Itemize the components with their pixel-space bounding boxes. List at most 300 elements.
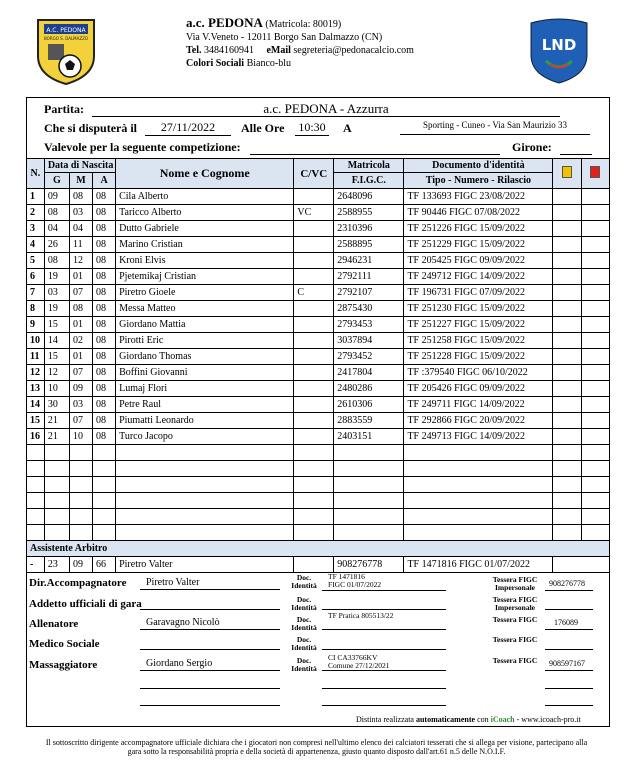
dir-doc1: TF 1471816 [328, 572, 365, 581]
massaggiatore-doc-label: Doc. Identità [291, 656, 317, 673]
player-number: 8 [27, 301, 45, 317]
empty-cell [404, 525, 553, 541]
birth-year: 08 [93, 237, 116, 253]
yellow-card-cell [553, 269, 581, 285]
player-number: 10 [27, 333, 45, 349]
yellow-card-cell [553, 317, 581, 333]
player-document: TF 251227 FIGC 15/09/2022 [404, 317, 553, 333]
empty-cell [44, 525, 69, 541]
footer-declaration: Il sottoscritto dirigente accompagnatore ufficiale dichiara che i giocatori non compresi nell'ultimo elenco dei calciatori tesserati che si allega per visione, partecipano alla gara sotto la responsabilità propria e della società di appartenenza, giusto quanto disposto dall'art.61 n.5 delle N.O.I.F. [45, 738, 588, 756]
birth-month: 07 [69, 365, 92, 381]
empty-cell [116, 493, 294, 509]
col-doc: Documento d'identità [404, 159, 553, 173]
player-name: Piretro Gioele [116, 285, 294, 301]
yellow-card-cell [553, 221, 581, 237]
place-value: Sporting - Cuneo - Via San Maurizio 33 [422, 120, 568, 130]
empty-cell [44, 461, 69, 477]
birth-day: 21 [44, 429, 69, 445]
birth-day: 12 [44, 365, 69, 381]
massaggiatore-name: Giordano Sergio [146, 658, 213, 669]
club-header [186, 16, 414, 70]
club-email: segreteria@pedonacalcio.com [293, 45, 414, 56]
birth-month: 10 [69, 429, 92, 445]
birth-month: 09 [69, 381, 92, 397]
competition-line [250, 141, 500, 155]
player-document: TF 249713 FIGC 14/09/2022 [404, 429, 553, 445]
addetto-label: Addetto ufficiali di gara [29, 598, 142, 610]
player-number: 6 [27, 269, 45, 285]
player-cvc [294, 413, 334, 429]
birth-year: 08 [93, 413, 116, 429]
birth-year: 08 [93, 381, 116, 397]
table-row [27, 317, 610, 333]
player-cvc [294, 189, 334, 205]
player-matricola: 2883559 [334, 413, 404, 429]
dir-tess-label: Tessera FIGC Impersonale [492, 575, 538, 592]
empty-cell [27, 525, 45, 541]
empty-cell [334, 493, 404, 509]
empty-cell [93, 493, 116, 509]
player-cvc [294, 429, 334, 445]
birth-day: 14 [44, 333, 69, 349]
generated-note [356, 715, 581, 724]
date-label: Che si disputerà il [44, 121, 138, 135]
medico-line [140, 637, 280, 650]
empty-row [27, 509, 610, 525]
birth-month: 11 [69, 237, 92, 253]
empty-cell [116, 525, 294, 541]
birth-day: 10 [44, 381, 69, 397]
yellow-card-cell [553, 285, 581, 301]
table-row [27, 429, 610, 445]
empty-row [27, 493, 610, 509]
assistant-header-row [27, 541, 610, 557]
empty-cell [334, 477, 404, 493]
player-document: TF 249711 FIGC 14/09/2022 [404, 397, 553, 413]
empty-cell [27, 493, 45, 509]
player-matricola: 2793453 [334, 317, 404, 333]
birth-day: 15 [44, 317, 69, 333]
empty-cell [334, 525, 404, 541]
lnd-logo [528, 17, 590, 85]
allenatore-doc1: TF Pratica 805513/22 [328, 611, 394, 620]
red-card-cell [581, 413, 609, 429]
player-name: Turco Jacopo [116, 429, 294, 445]
player-name: Boffini Giovanni [116, 365, 294, 381]
player-name: Cila Alberto [116, 189, 294, 205]
empty-cell [69, 493, 92, 509]
birth-month: 01 [69, 349, 92, 365]
player-number: 9 [27, 317, 45, 333]
player-number: 16 [27, 429, 45, 445]
player-matricola: 2793452 [334, 349, 404, 365]
birth-month: 12 [69, 253, 92, 269]
empty-cell [334, 461, 404, 477]
birth-year: 08 [93, 333, 116, 349]
medico-label: Medico Sociale [29, 638, 100, 650]
empty-cell [44, 445, 69, 461]
assistant-matricola: 908276778 [334, 557, 404, 573]
red-card-cell [581, 189, 609, 205]
assistant-number: - [27, 557, 45, 573]
birth-month: 01 [69, 317, 92, 333]
birth-day: 19 [44, 301, 69, 317]
extra-line-1c [545, 676, 593, 689]
birth-year: 08 [93, 349, 116, 365]
birth-year: 08 [93, 397, 116, 413]
table-row [27, 301, 610, 317]
red-card-cell [581, 221, 609, 237]
player-cvc [294, 397, 334, 413]
player-number: 5 [27, 253, 45, 269]
gen-prefix: Distinta realizzata [356, 715, 414, 724]
yellow-card-cell [553, 189, 581, 205]
col-birth: Data di Nascita [44, 159, 115, 173]
extra-line-2c [545, 693, 593, 706]
player-cvc [294, 349, 334, 365]
medico-tess-label: Tessera FIGC [492, 635, 538, 644]
player-number: 4 [27, 237, 45, 253]
empty-cell [44, 509, 69, 525]
red-card-cell [581, 285, 609, 301]
assistant-cvc [294, 557, 334, 573]
birth-year: 08 [93, 429, 116, 445]
birth-day: 30 [44, 397, 69, 413]
assistant-cards [553, 557, 610, 573]
player-name: Messa Matteo [116, 301, 294, 317]
empty-cell [294, 509, 334, 525]
col-g: G [44, 173, 69, 189]
assistant-birth-month: 09 [69, 557, 92, 573]
player-name: Piumatti Leonardo [116, 413, 294, 429]
addetto-line [140, 597, 280, 610]
player-cvc [294, 301, 334, 317]
club-colors: Bianco-blu [246, 58, 291, 69]
player-cvc [294, 269, 334, 285]
empty-cell [93, 509, 116, 525]
player-name: Kroni Elvis [116, 253, 294, 269]
col-figc: F.I.G.C. [334, 173, 404, 189]
empty-cell [116, 461, 294, 477]
player-matricola: 2310396 [334, 221, 404, 237]
player-document: TF 251228 FIGC 15/09/2022 [404, 349, 553, 365]
allenatore-name: Garavagno Nicolò [146, 617, 220, 628]
player-document: TF 249712 FIGC 14/09/2022 [404, 269, 553, 285]
empty-cell [553, 509, 581, 525]
table-row [27, 333, 610, 349]
empty-cell [27, 445, 45, 461]
player-matricola: 2792111 [334, 269, 404, 285]
colors-label: Colori Sociali [186, 58, 245, 69]
empty-cell [404, 509, 553, 525]
player-number: 13 [27, 381, 45, 397]
table-row [27, 237, 610, 253]
player-number: 12 [27, 365, 45, 381]
table-row [27, 189, 610, 205]
red-card-cell [581, 429, 609, 445]
empty-cell [581, 525, 609, 541]
empty-cell [404, 493, 553, 509]
empty-cell [69, 525, 92, 541]
extra-line-2b [322, 693, 446, 706]
empty-cell [581, 461, 609, 477]
empty-cell [44, 477, 69, 493]
table-row [27, 397, 610, 413]
date-value: 27/11/2022 [160, 120, 216, 134]
birth-year: 08 [93, 285, 116, 301]
player-name: Giordano Mattia [116, 317, 294, 333]
massaggiatore-tess-label: Tessera FIGC [492, 656, 538, 665]
empty-cell [334, 445, 404, 461]
empty-cell [294, 461, 334, 477]
dir-doc2: FIGC 01/07/2022 [328, 580, 382, 589]
col-red [581, 159, 609, 189]
empty-cell [116, 509, 294, 525]
empty-cell [553, 445, 581, 461]
player-matricola: 3037894 [334, 333, 404, 349]
club-tel: 3484160941 [203, 45, 254, 56]
player-document: TF 205425 FIGC 09/09/2022 [404, 253, 553, 269]
empty-cell [93, 461, 116, 477]
empty-cell [116, 477, 294, 493]
player-document: TF 251230 FIGC 15/09/2022 [404, 301, 553, 317]
gen-brand: iCoach [490, 715, 515, 724]
yellow-card-cell [553, 365, 581, 381]
girone-label: Girone: [512, 140, 552, 154]
empty-cell [69, 461, 92, 477]
red-card-cell [581, 365, 609, 381]
player-cvc [294, 221, 334, 237]
birth-year: 08 [93, 317, 116, 333]
yellow-card-cell [553, 253, 581, 269]
empty-cell [69, 477, 92, 493]
player-document: TF 251258 FIGC 15/09/2022 [404, 333, 553, 349]
player-number: 7 [27, 285, 45, 301]
player-number: 14 [27, 397, 45, 413]
player-matricola: 2610306 [334, 397, 404, 413]
col-yellow [553, 159, 581, 189]
red-card-cell [581, 205, 609, 221]
girone-line [560, 141, 592, 155]
empty-cell [44, 493, 69, 509]
massaggiatore-doc1: CI CA33766KV [328, 653, 378, 662]
yellow-card-cell [553, 429, 581, 445]
player-document: TF 205426 FIGC 09/09/2022 [404, 381, 553, 397]
player-name: Marino Cristian [116, 237, 294, 253]
empty-cell [294, 493, 334, 509]
table-header-row [27, 159, 610, 173]
club-matricola: (Matricola: 80019) [265, 19, 342, 30]
birth-month: 08 [69, 301, 92, 317]
table-row [27, 365, 610, 381]
medico-doc-line [322, 637, 446, 650]
empty-cell [553, 525, 581, 541]
birth-day: 19 [44, 269, 69, 285]
dir-name: Piretro Valter [146, 577, 200, 588]
club-name: a.c. PEDONA [186, 15, 263, 30]
empty-cell [404, 445, 553, 461]
table-row [27, 285, 610, 301]
player-name: Petre Raul [116, 397, 294, 413]
player-matricola: 2792107 [334, 285, 404, 301]
birth-day: 15 [44, 349, 69, 365]
yellow-card-icon [562, 166, 572, 178]
birth-month: 02 [69, 333, 92, 349]
club-logo [34, 16, 98, 86]
player-name: Pjetemikaj Cristian [116, 269, 294, 285]
birth-year: 08 [93, 269, 116, 285]
empty-cell [334, 509, 404, 525]
birth-month: 03 [69, 205, 92, 221]
player-document: TF 292866 FIGC 20/09/2022 [404, 413, 553, 429]
player-matricola: 2648096 [334, 189, 404, 205]
birth-month: 07 [69, 413, 92, 429]
empty-cell [69, 445, 92, 461]
player-name: Taricco Alberto [116, 205, 294, 221]
red-card-cell [581, 397, 609, 413]
birth-year: 08 [93, 365, 116, 381]
player-number: 3 [27, 221, 45, 237]
lnd-text: LND [541, 36, 577, 54]
empty-row [27, 461, 610, 477]
col-name: Nome e Cognome [116, 159, 294, 189]
empty-row [27, 525, 610, 541]
player-matricola: 2403151 [334, 429, 404, 445]
red-card-cell [581, 253, 609, 269]
red-card-cell [581, 381, 609, 397]
birth-month: 08 [69, 189, 92, 205]
table-row [27, 221, 610, 237]
birth-day: 26 [44, 237, 69, 253]
medico-doc-label: Doc. Identità [291, 635, 317, 652]
yellow-card-cell [553, 205, 581, 221]
club-address: Via V.Veneto - 12011 Borgo San Dalmazzo (CN) [186, 32, 383, 43]
assistant-name: Piretro Valter [116, 557, 294, 573]
player-document: TF 133693 FIGC 23/08/2022 [404, 189, 553, 205]
birth-month: 07 [69, 285, 92, 301]
col-a: A [93, 173, 116, 189]
table-row [27, 413, 610, 429]
birth-year: 08 [93, 221, 116, 237]
empty-cell [116, 445, 294, 461]
player-cvc [294, 365, 334, 381]
extra-line-2a [140, 693, 280, 706]
player-matricola: 2588895 [334, 237, 404, 253]
birth-day: 21 [44, 413, 69, 429]
place-label: A [343, 121, 352, 135]
extra-line-1b [322, 676, 446, 689]
player-cvc: VC [294, 205, 334, 221]
empty-cell [93, 477, 116, 493]
empty-cell [581, 477, 609, 493]
table-row [27, 253, 610, 269]
addetto-doc-line [322, 597, 446, 610]
massaggiatore-tess: 908597167 [549, 659, 585, 668]
table-row [27, 349, 610, 365]
table-row [27, 381, 610, 397]
dir-label: Dir.Accompagnatore [29, 577, 127, 589]
red-card-cell [581, 301, 609, 317]
yellow-card-cell [553, 333, 581, 349]
player-number: 2 [27, 205, 45, 221]
empty-cell [294, 525, 334, 541]
empty-cell [553, 477, 581, 493]
player-cvc [294, 381, 334, 397]
red-card-cell [581, 333, 609, 349]
assistant-label: Assistente Arbitro [27, 541, 610, 557]
table-row [27, 205, 610, 221]
logo-text: A.C. PEDONA [46, 27, 86, 34]
empty-cell [27, 509, 45, 525]
empty-cell [581, 493, 609, 509]
medico-tess-line [545, 637, 593, 650]
col-m: M [69, 173, 92, 189]
red-card-icon [590, 166, 600, 178]
partita-value: a.c. PEDONA - Azzurra [263, 101, 389, 116]
birth-year: 08 [93, 205, 116, 221]
player-document: TF 251229 FIGC 15/09/2022 [404, 237, 553, 253]
empty-cell [294, 445, 334, 461]
addetto-doc-label: Doc. Identità [291, 595, 317, 612]
empty-cell [27, 477, 45, 493]
player-matricola: 2417804 [334, 365, 404, 381]
birth-day: 08 [44, 205, 69, 221]
player-matricola: 2588955 [334, 205, 404, 221]
col-matricola: Matricola [334, 159, 404, 173]
player-document: TF 90446 FIGC 07/08/2022 [404, 205, 553, 221]
empty-cell [294, 477, 334, 493]
birth-month: 04 [69, 221, 92, 237]
allenatore-label: Allenatore [29, 618, 79, 630]
extra-line-1a [140, 676, 280, 689]
yellow-card-cell [553, 381, 581, 397]
empty-cell [581, 509, 609, 525]
birth-year: 08 [93, 301, 116, 317]
col-cvc: C/VC [294, 159, 334, 189]
player-name: Giordano Thomas [116, 349, 294, 365]
massaggiatore-doc2: Comune 27/12/2021 [328, 661, 390, 670]
empty-cell [553, 461, 581, 477]
yellow-card-cell [553, 349, 581, 365]
player-cvc: C [294, 285, 334, 301]
yellow-card-cell [553, 237, 581, 253]
empty-row [27, 477, 610, 493]
tel-label: Tel. [186, 45, 202, 56]
allenatore-doc-label: Doc. Identità [291, 615, 317, 632]
competition-label: Valevole per la seguente competizione: [44, 140, 241, 154]
birth-day: 04 [44, 221, 69, 237]
red-card-cell [581, 269, 609, 285]
player-number: 11 [27, 349, 45, 365]
empty-cell [27, 461, 45, 477]
birth-day: 09 [44, 189, 69, 205]
empty-cell [404, 461, 553, 477]
player-matricola: 2946231 [334, 253, 404, 269]
birth-day: 08 [44, 253, 69, 269]
yellow-card-cell [553, 397, 581, 413]
empty-cell [69, 509, 92, 525]
yellow-card-cell [553, 413, 581, 429]
table-row [27, 269, 610, 285]
players-table [26, 158, 610, 573]
gen-con: con [477, 715, 489, 724]
email-label: eMail [266, 45, 291, 56]
player-cvc [294, 333, 334, 349]
empty-cell [93, 525, 116, 541]
red-card-cell [581, 237, 609, 253]
player-document: TF 251226 FIGC 15/09/2022 [404, 221, 553, 237]
birth-day: 03 [44, 285, 69, 301]
